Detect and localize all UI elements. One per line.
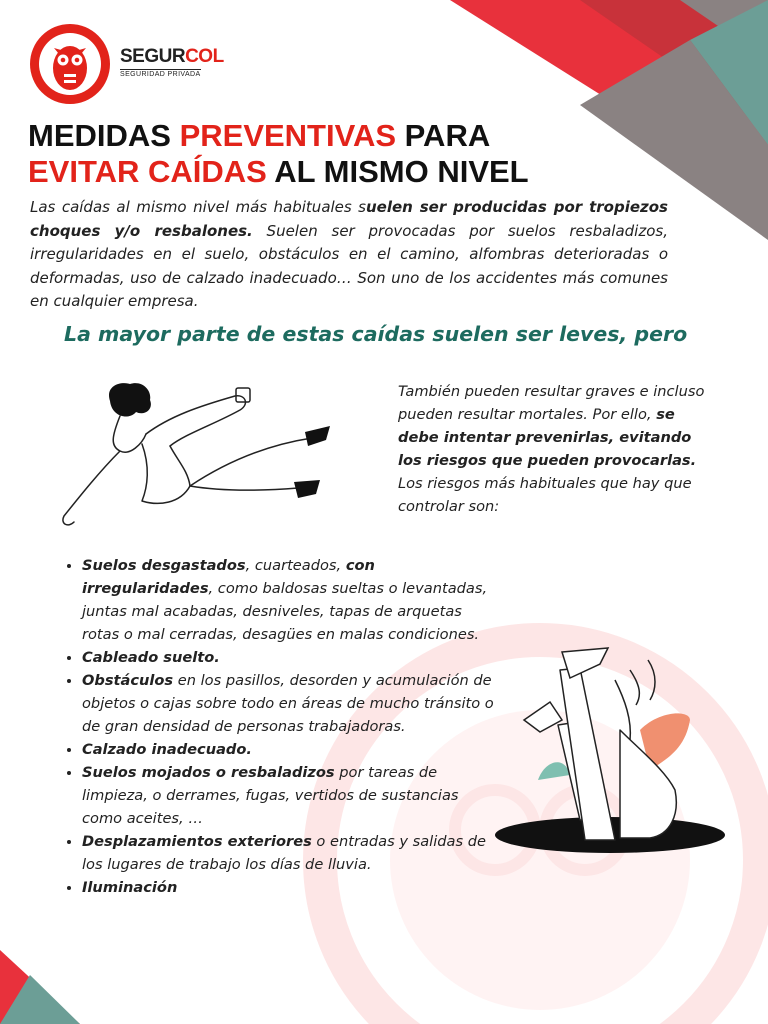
list-item: • Iluminación xyxy=(82,876,502,899)
list-item: • Calzado inadecuado. xyxy=(82,738,502,761)
list-item: • Cableado suelto. xyxy=(82,646,502,669)
intro-paragraph: Las caídas al mismo nivel más habituales suelen ser producidas por tropiezos choques y/o resbalones. Suelen ser provocadas por suelos resbaladizos, irregularidades en el suelo, obstáculos en el camino, alfombras deterioradas o deformadas, uso de calzado inadecuado… Son uno de los accidentes más comunes en cualquier empresa. xyxy=(30,198,668,311)
person-in-hole-illustration xyxy=(490,640,740,860)
list-item: • Obstáculos en los pasillos, desorden y acumulación de objetos o cajas sobre todo en áreas de mucho tránsito o de gran densidad de personas trabajadoras. xyxy=(82,669,502,738)
brand-tagline: SEGURIDAD PRIVADA xyxy=(120,71,201,78)
list-item: • Desplazamientos exteriores o entradas y salidas de los lugares de trabajo los días de lluvia. xyxy=(82,830,502,876)
section-subtitle: La mayor parte de estas caídas suelen ser leves, pero xyxy=(64,322,688,346)
risk-list xyxy=(58,554,502,899)
list-item: • Suelos desgastados, cuarteados, con irregularidades, como baldosas sueltas o levantadas, juntas mal acabadas, desniveles, tapas de arquetas rotas o mal cerradas, desagües en malas condiciones. xyxy=(82,554,502,646)
falling-person-illustration xyxy=(50,376,350,546)
page-title-line2: EVITAR CAÍDAS AL MISMO NIVEL xyxy=(28,154,529,189)
page-title-line1: MEDIDAS PREVENTIVAS PARA xyxy=(28,118,491,153)
side-paragraph: También pueden resultar graves e incluso pueden resultar mortales. Por ello, se debe intentar prevenirlas, evitando los riesgos que pueden provocarlas. Los riesgos más habituales que hay que controlar son: xyxy=(398,383,705,515)
list-item: • Suelos mojados o resbaladizos por tareas de limpieza, o derrames, fugas, vertidos de sustancias como aceites, … xyxy=(82,761,502,830)
owl-logo-icon xyxy=(28,22,112,106)
brand-name: SEGURCOL xyxy=(120,46,224,67)
